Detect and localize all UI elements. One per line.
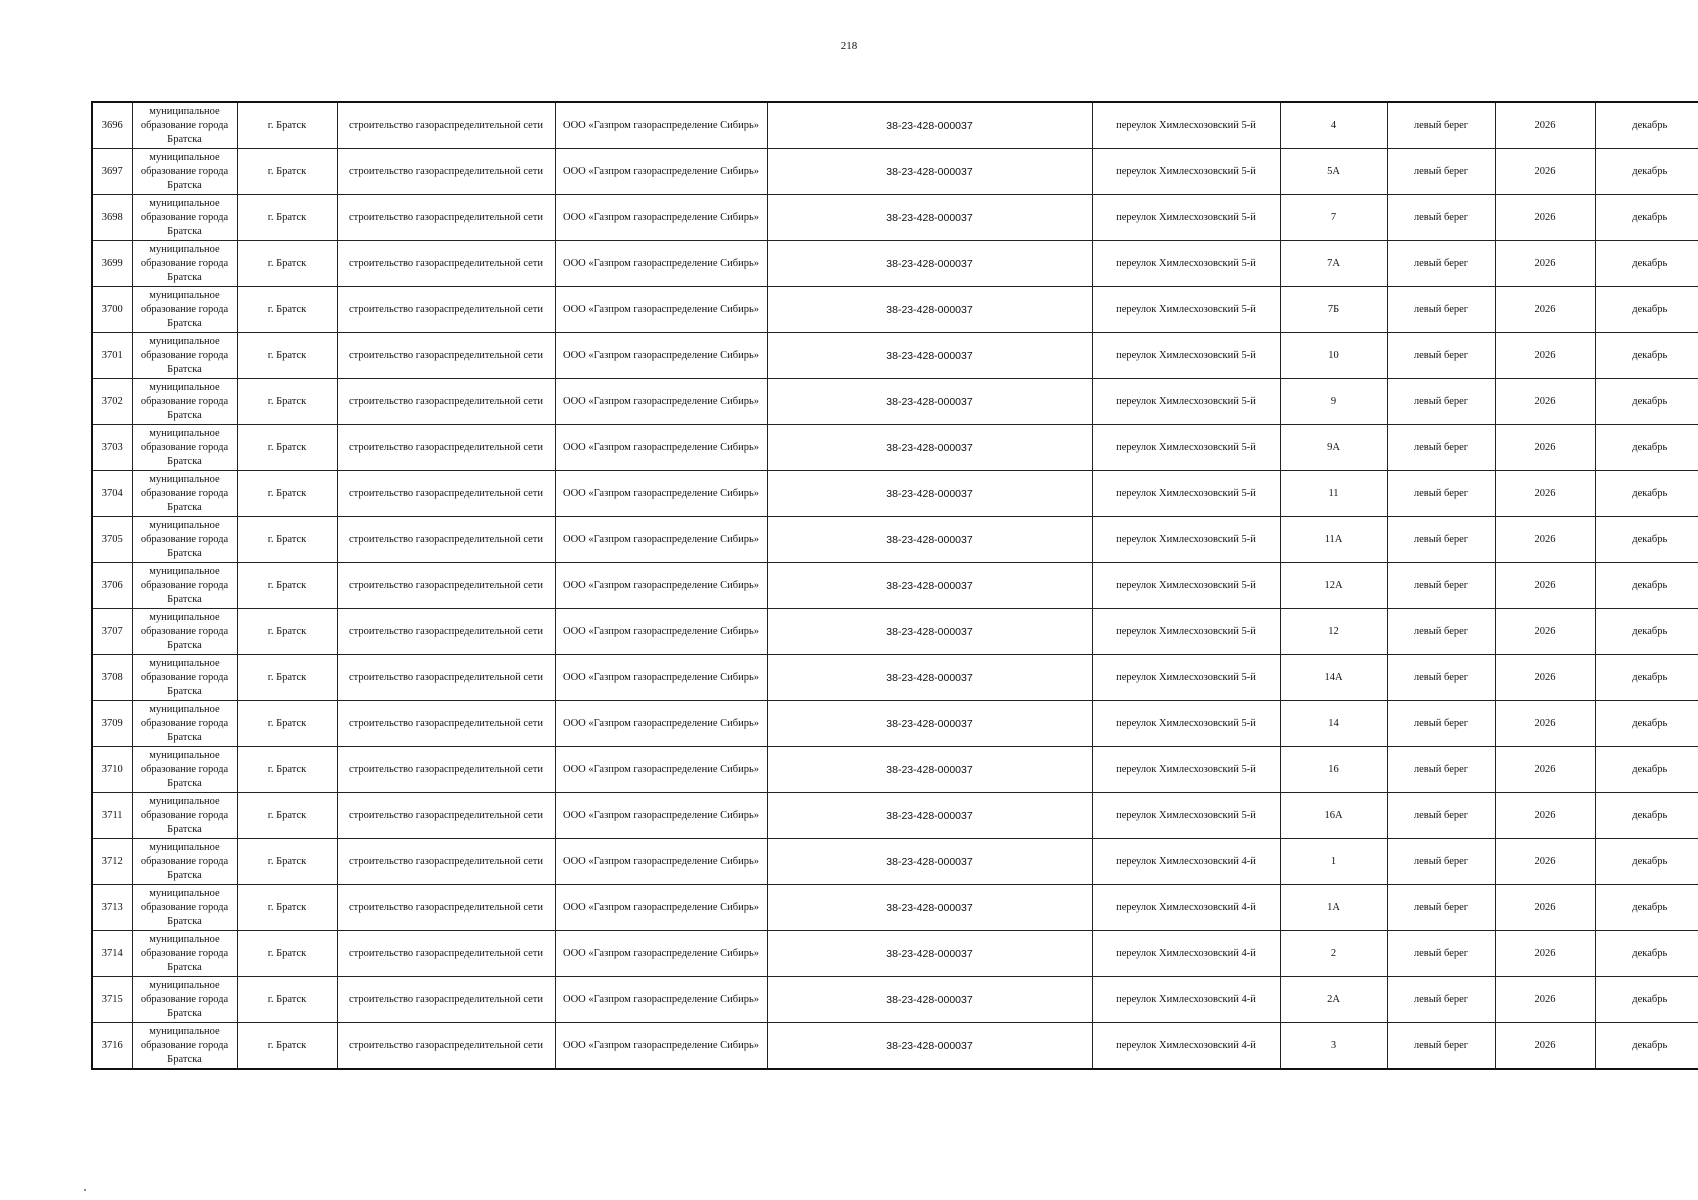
street-cell: переулок Химлесхозовский 5-й xyxy=(1092,333,1280,379)
year-cell: 2026 xyxy=(1495,609,1595,655)
year-cell: 2026 xyxy=(1495,839,1595,885)
municipality-cell: муниципальное образование города Братска xyxy=(132,379,237,425)
object-code-cell: 38-23-428-000037 xyxy=(767,885,1092,931)
row-number-cell: 3708 xyxy=(92,655,132,701)
month-cell: декабрь xyxy=(1595,333,1698,379)
row-number-cell: 3713 xyxy=(92,885,132,931)
year-cell: 2026 xyxy=(1495,241,1595,287)
object-code-cell: 38-23-428-000037 xyxy=(767,241,1092,287)
year-cell: 2026 xyxy=(1495,885,1595,931)
municipality-cell: муниципальное образование города Братска xyxy=(132,609,237,655)
street-cell: переулок Химлесхозовский 4-й xyxy=(1092,839,1280,885)
street-cell: переулок Химлесхозовский 5-й xyxy=(1092,425,1280,471)
year-cell: 2026 xyxy=(1495,333,1595,379)
municipality-cell: муниципальное образование города Братска xyxy=(132,839,237,885)
work-type-cell: строительство газораспределительной сети xyxy=(337,471,555,517)
year-cell: 2026 xyxy=(1495,1023,1595,1070)
row-number-cell: 3712 xyxy=(92,839,132,885)
month-cell: декабрь xyxy=(1595,839,1698,885)
row-number-cell: 3716 xyxy=(92,1023,132,1070)
street-cell: переулок Химлесхозовский 5-й xyxy=(1092,563,1280,609)
year-cell: 2026 xyxy=(1495,517,1595,563)
river-bank-cell: левый берег xyxy=(1387,287,1495,333)
year-cell: 2026 xyxy=(1495,931,1595,977)
table-row xyxy=(92,471,1698,517)
city-cell: г. Братск xyxy=(237,149,337,195)
house-number-cell: 7А xyxy=(1280,241,1387,287)
organization-cell: ООО «Газпром газораспределение Сибирь» xyxy=(555,793,767,839)
city-cell: г. Братск xyxy=(237,1023,337,1070)
month-cell: декабрь xyxy=(1595,287,1698,333)
year-cell: 2026 xyxy=(1495,747,1595,793)
table-row xyxy=(92,1023,1698,1070)
work-type-cell: строительство газораспределительной сети xyxy=(337,747,555,793)
work-type-cell: строительство газораспределительной сети xyxy=(337,333,555,379)
municipality-cell: муниципальное образование города Братска xyxy=(132,793,237,839)
organization-cell: ООО «Газпром газораспределение Сибирь» xyxy=(555,977,767,1023)
row-number-cell: 3710 xyxy=(92,747,132,793)
street-cell: переулок Химлесхозовский 5-й xyxy=(1092,747,1280,793)
organization-cell: ООО «Газпром газораспределение Сибирь» xyxy=(555,102,767,149)
organization-cell: ООО «Газпром газораспределение Сибирь» xyxy=(555,333,767,379)
table-row xyxy=(92,287,1698,333)
object-code-cell: 38-23-428-000037 xyxy=(767,701,1092,747)
work-type-cell: строительство газораспределительной сети xyxy=(337,517,555,563)
city-cell: г. Братск xyxy=(237,839,337,885)
river-bank-cell: левый берег xyxy=(1387,333,1495,379)
table-row xyxy=(92,379,1698,425)
municipality-cell: муниципальное образование города Братска xyxy=(132,287,237,333)
table-row xyxy=(92,701,1698,747)
city-cell: г. Братск xyxy=(237,471,337,517)
river-bank-cell: левый берег xyxy=(1387,241,1495,287)
municipality-cell: муниципальное образование города Братска xyxy=(132,241,237,287)
work-type-cell: строительство газораспределительной сети xyxy=(337,102,555,149)
street-cell: переулок Химлесхозовский 4-й xyxy=(1092,1023,1280,1070)
municipality-cell: муниципальное образование города Братска xyxy=(132,655,237,701)
work-type-cell: строительство газораспределительной сети xyxy=(337,609,555,655)
organization-cell: ООО «Газпром газораспределение Сибирь» xyxy=(555,517,767,563)
month-cell: декабрь xyxy=(1595,241,1698,287)
river-bank-cell: левый берег xyxy=(1387,379,1495,425)
river-bank-cell: левый берег xyxy=(1387,425,1495,471)
year-cell: 2026 xyxy=(1495,287,1595,333)
city-cell: г. Братск xyxy=(237,609,337,655)
house-number-cell: 2 xyxy=(1280,931,1387,977)
object-code-cell: 38-23-428-000037 xyxy=(767,287,1092,333)
table-row xyxy=(92,747,1698,793)
row-number-cell: 3703 xyxy=(92,425,132,471)
table-row xyxy=(92,839,1698,885)
city-cell: г. Братск xyxy=(237,333,337,379)
organization-cell: ООО «Газпром газораспределение Сибирь» xyxy=(555,747,767,793)
house-number-cell: 11А xyxy=(1280,517,1387,563)
municipality-cell: муниципальное образование города Братска xyxy=(132,425,237,471)
city-cell: г. Братск xyxy=(237,701,337,747)
city-cell: г. Братск xyxy=(237,425,337,471)
object-code-cell: 38-23-428-000037 xyxy=(767,379,1092,425)
street-cell: переулок Химлесхозовский 5-й xyxy=(1092,609,1280,655)
table-row xyxy=(92,609,1698,655)
table-body xyxy=(92,102,1698,1069)
work-type-cell: строительство газораспределительной сети xyxy=(337,977,555,1023)
month-cell: декабрь xyxy=(1595,195,1698,241)
city-cell: г. Братск xyxy=(237,379,337,425)
year-cell: 2026 xyxy=(1495,563,1595,609)
month-cell: декабрь xyxy=(1595,379,1698,425)
street-cell: переулок Химлесхозовский 5-й xyxy=(1092,793,1280,839)
year-cell: 2026 xyxy=(1495,149,1595,195)
row-number-cell: 3711 xyxy=(92,793,132,839)
year-cell: 2026 xyxy=(1495,102,1595,149)
street-cell: переулок Химлесхозовский 5-й xyxy=(1092,655,1280,701)
work-type-cell: строительство газораспределительной сети xyxy=(337,1023,555,1070)
organization-cell: ООО «Газпром газораспределение Сибирь» xyxy=(555,563,767,609)
object-code-cell: 38-23-428-000037 xyxy=(767,839,1092,885)
work-type-cell: строительство газораспределительной сети xyxy=(337,195,555,241)
page-number: 218 xyxy=(840,40,858,52)
row-number-cell: 3709 xyxy=(92,701,132,747)
street-cell: переулок Химлесхозовский 5-й xyxy=(1092,195,1280,241)
river-bank-cell: левый берег xyxy=(1387,747,1495,793)
year-cell: 2026 xyxy=(1495,793,1595,839)
month-cell: декабрь xyxy=(1595,425,1698,471)
municipality-cell: муниципальное образование города Братска xyxy=(132,333,237,379)
work-type-cell: строительство газораспределительной сети xyxy=(337,655,555,701)
municipality-cell: муниципальное образование города Братска xyxy=(132,471,237,517)
house-number-cell: 14 xyxy=(1280,701,1387,747)
river-bank-cell: левый берег xyxy=(1387,701,1495,747)
organization-cell: ООО «Газпром газораспределение Сибирь» xyxy=(555,1023,767,1070)
street-cell: переулок Химлесхозовский 5-й xyxy=(1092,102,1280,149)
row-number-cell: 3704 xyxy=(92,471,132,517)
municipality-cell: муниципальное образование города Братска xyxy=(132,701,237,747)
municipality-cell: муниципальное образование города Братска xyxy=(132,977,237,1023)
street-cell: переулок Химлесхозовский 4-й xyxy=(1092,931,1280,977)
house-number-cell: 5А xyxy=(1280,149,1387,195)
organization-cell: ООО «Газпром газораспределение Сибирь» xyxy=(555,839,767,885)
municipality-cell: муниципальное образование города Братска xyxy=(132,149,237,195)
river-bank-cell: левый берег xyxy=(1387,1023,1495,1070)
street-cell: переулок Химлесхозовский 4-й xyxy=(1092,977,1280,1023)
table-row xyxy=(92,977,1698,1023)
river-bank-cell: левый берег xyxy=(1387,149,1495,195)
row-number-cell: 3698 xyxy=(92,195,132,241)
object-code-cell: 38-23-428-000037 xyxy=(767,517,1092,563)
year-cell: 2026 xyxy=(1495,379,1595,425)
city-cell: г. Братск xyxy=(237,793,337,839)
work-type-cell: строительство газораспределительной сети xyxy=(337,425,555,471)
organization-cell: ООО «Газпром газораспределение Сибирь» xyxy=(555,379,767,425)
city-cell: г. Братск xyxy=(237,102,337,149)
row-number-cell: 3705 xyxy=(92,517,132,563)
work-type-cell: строительство газораспределительной сети xyxy=(337,839,555,885)
work-type-cell: строительство газораспределительной сети xyxy=(337,701,555,747)
row-number-cell: 3715 xyxy=(92,977,132,1023)
year-cell: 2026 xyxy=(1495,471,1595,517)
house-number-cell: 7 xyxy=(1280,195,1387,241)
month-cell: декабрь xyxy=(1595,563,1698,609)
street-cell: переулок Химлесхозовский 5-й xyxy=(1092,701,1280,747)
house-number-cell: 3 xyxy=(1280,1023,1387,1070)
month-cell: декабрь xyxy=(1595,747,1698,793)
object-code-cell: 38-23-428-000037 xyxy=(767,655,1092,701)
year-cell: 2026 xyxy=(1495,195,1595,241)
organization-cell: ООО «Газпром газораспределение Сибирь» xyxy=(555,149,767,195)
house-number-cell: 16А xyxy=(1280,793,1387,839)
organization-cell: ООО «Газпром газораспределение Сибирь» xyxy=(555,195,767,241)
table-row xyxy=(92,195,1698,241)
river-bank-cell: левый берег xyxy=(1387,885,1495,931)
table-row xyxy=(92,793,1698,839)
river-bank-cell: левый берег xyxy=(1387,931,1495,977)
city-cell: г. Братск xyxy=(237,931,337,977)
city-cell: г. Братск xyxy=(237,241,337,287)
house-number-cell: 1А xyxy=(1280,885,1387,931)
organization-cell: ООО «Газпром газораспределение Сибирь» xyxy=(555,241,767,287)
row-number-cell: 3696 xyxy=(92,102,132,149)
house-number-cell: 12А xyxy=(1280,563,1387,609)
municipality-cell: муниципальное образование города Братска xyxy=(132,102,237,149)
row-number-cell: 3714 xyxy=(92,931,132,977)
month-cell: декабрь xyxy=(1595,655,1698,701)
scan-speck xyxy=(84,1189,86,1191)
work-type-cell: строительство газораспределительной сети xyxy=(337,793,555,839)
registry-table xyxy=(91,101,1698,1070)
river-bank-cell: левый берег xyxy=(1387,517,1495,563)
river-bank-cell: левый берег xyxy=(1387,563,1495,609)
house-number-cell: 9А xyxy=(1280,425,1387,471)
month-cell: декабрь xyxy=(1595,149,1698,195)
house-number-cell: 16 xyxy=(1280,747,1387,793)
row-number-cell: 3707 xyxy=(92,609,132,655)
river-bank-cell: левый берег xyxy=(1387,609,1495,655)
municipality-cell: муниципальное образование города Братска xyxy=(132,747,237,793)
house-number-cell: 9 xyxy=(1280,379,1387,425)
month-cell: декабрь xyxy=(1595,931,1698,977)
table-row xyxy=(92,241,1698,287)
year-cell: 2026 xyxy=(1495,977,1595,1023)
river-bank-cell: левый берег xyxy=(1387,977,1495,1023)
river-bank-cell: левый берег xyxy=(1387,102,1495,149)
object-code-cell: 38-23-428-000037 xyxy=(767,977,1092,1023)
object-code-cell: 38-23-428-000037 xyxy=(767,609,1092,655)
organization-cell: ООО «Газпром газораспределение Сибирь» xyxy=(555,471,767,517)
river-bank-cell: левый берег xyxy=(1387,655,1495,701)
month-cell: декабрь xyxy=(1595,471,1698,517)
organization-cell: ООО «Газпром газораспределение Сибирь» xyxy=(555,425,767,471)
municipality-cell: муниципальное образование города Братска xyxy=(132,563,237,609)
table-row xyxy=(92,885,1698,931)
table-row xyxy=(92,102,1698,149)
municipality-cell: муниципальное образование города Братска xyxy=(132,931,237,977)
table-row xyxy=(92,149,1698,195)
city-cell: г. Братск xyxy=(237,287,337,333)
table-row xyxy=(92,517,1698,563)
work-type-cell: строительство газораспределительной сети xyxy=(337,149,555,195)
house-number-cell: 1 xyxy=(1280,839,1387,885)
row-number-cell: 3700 xyxy=(92,287,132,333)
house-number-cell: 4 xyxy=(1280,102,1387,149)
street-cell: переулок Химлесхозовский 5-й xyxy=(1092,287,1280,333)
object-code-cell: 38-23-428-000037 xyxy=(767,1023,1092,1070)
object-code-cell: 38-23-428-000037 xyxy=(767,471,1092,517)
organization-cell: ООО «Газпром газораспределение Сибирь» xyxy=(555,609,767,655)
street-cell: переулок Химлесхозовский 5-й xyxy=(1092,517,1280,563)
month-cell: декабрь xyxy=(1595,102,1698,149)
row-number-cell: 3699 xyxy=(92,241,132,287)
object-code-cell: 38-23-428-000037 xyxy=(767,563,1092,609)
house-number-cell: 2А xyxy=(1280,977,1387,1023)
table-row xyxy=(92,931,1698,977)
city-cell: г. Братск xyxy=(237,563,337,609)
river-bank-cell: левый берег xyxy=(1387,471,1495,517)
table-row xyxy=(92,425,1698,471)
year-cell: 2026 xyxy=(1495,655,1595,701)
organization-cell: ООО «Газпром газораспределение Сибирь» xyxy=(555,287,767,333)
work-type-cell: строительство газораспределительной сети xyxy=(337,241,555,287)
table-row xyxy=(92,655,1698,701)
municipality-cell: муниципальное образование города Братска xyxy=(132,885,237,931)
street-cell: переулок Химлесхозовский 5-й xyxy=(1092,241,1280,287)
organization-cell: ООО «Газпром газораспределение Сибирь» xyxy=(555,701,767,747)
month-cell: декабрь xyxy=(1595,1023,1698,1070)
month-cell: декабрь xyxy=(1595,517,1698,563)
organization-cell: ООО «Газпром газораспределение Сибирь» xyxy=(555,655,767,701)
month-cell: декабрь xyxy=(1595,885,1698,931)
work-type-cell: строительство газораспределительной сети xyxy=(337,885,555,931)
work-type-cell: строительство газораспределительной сети xyxy=(337,931,555,977)
organization-cell: ООО «Газпром газораспределение Сибирь» xyxy=(555,885,767,931)
municipality-cell: муниципальное образование города Братска xyxy=(132,1023,237,1070)
month-cell: декабрь xyxy=(1595,609,1698,655)
city-cell: г. Братск xyxy=(237,517,337,563)
work-type-cell: строительство газораспределительной сети xyxy=(337,563,555,609)
object-code-cell: 38-23-428-000037 xyxy=(767,195,1092,241)
table-row xyxy=(92,333,1698,379)
city-cell: г. Братск xyxy=(237,195,337,241)
city-cell: г. Братск xyxy=(237,655,337,701)
municipality-cell: муниципальное образование города Братска xyxy=(132,517,237,563)
work-type-cell: строительство газораспределительной сети xyxy=(337,287,555,333)
month-cell: декабрь xyxy=(1595,701,1698,747)
object-code-cell: 38-23-428-000037 xyxy=(767,747,1092,793)
object-code-cell: 38-23-428-000037 xyxy=(767,931,1092,977)
municipality-cell: муниципальное образование города Братска xyxy=(132,195,237,241)
organization-cell: ООО «Газпром газораспределение Сибирь» xyxy=(555,931,767,977)
house-number-cell: 12 xyxy=(1280,609,1387,655)
house-number-cell: 7Б xyxy=(1280,287,1387,333)
row-number-cell: 3697 xyxy=(92,149,132,195)
object-code-cell: 38-23-428-000037 xyxy=(767,102,1092,149)
month-cell: декабрь xyxy=(1595,793,1698,839)
river-bank-cell: левый берег xyxy=(1387,195,1495,241)
object-code-cell: 38-23-428-000037 xyxy=(767,793,1092,839)
house-number-cell: 10 xyxy=(1280,333,1387,379)
row-number-cell: 3702 xyxy=(92,379,132,425)
street-cell: переулок Химлесхозовский 5-й xyxy=(1092,149,1280,195)
year-cell: 2026 xyxy=(1495,425,1595,471)
row-number-cell: 3701 xyxy=(92,333,132,379)
house-number-cell: 14А xyxy=(1280,655,1387,701)
city-cell: г. Братск xyxy=(237,885,337,931)
row-number-cell: 3706 xyxy=(92,563,132,609)
street-cell: переулок Химлесхозовский 5-й xyxy=(1092,379,1280,425)
month-cell: декабрь xyxy=(1595,977,1698,1023)
year-cell: 2026 xyxy=(1495,701,1595,747)
object-code-cell: 38-23-428-000037 xyxy=(767,333,1092,379)
city-cell: г. Братск xyxy=(237,977,337,1023)
city-cell: г. Братск xyxy=(237,747,337,793)
street-cell: переулок Химлесхозовский 5-й xyxy=(1092,471,1280,517)
object-code-cell: 38-23-428-000037 xyxy=(767,149,1092,195)
river-bank-cell: левый берег xyxy=(1387,793,1495,839)
object-code-cell: 38-23-428-000037 xyxy=(767,425,1092,471)
street-cell: переулок Химлесхозовский 4-й xyxy=(1092,885,1280,931)
work-type-cell: строительство газораспределительной сети xyxy=(337,379,555,425)
table-row xyxy=(92,563,1698,609)
river-bank-cell: левый берег xyxy=(1387,839,1495,885)
house-number-cell: 11 xyxy=(1280,471,1387,517)
